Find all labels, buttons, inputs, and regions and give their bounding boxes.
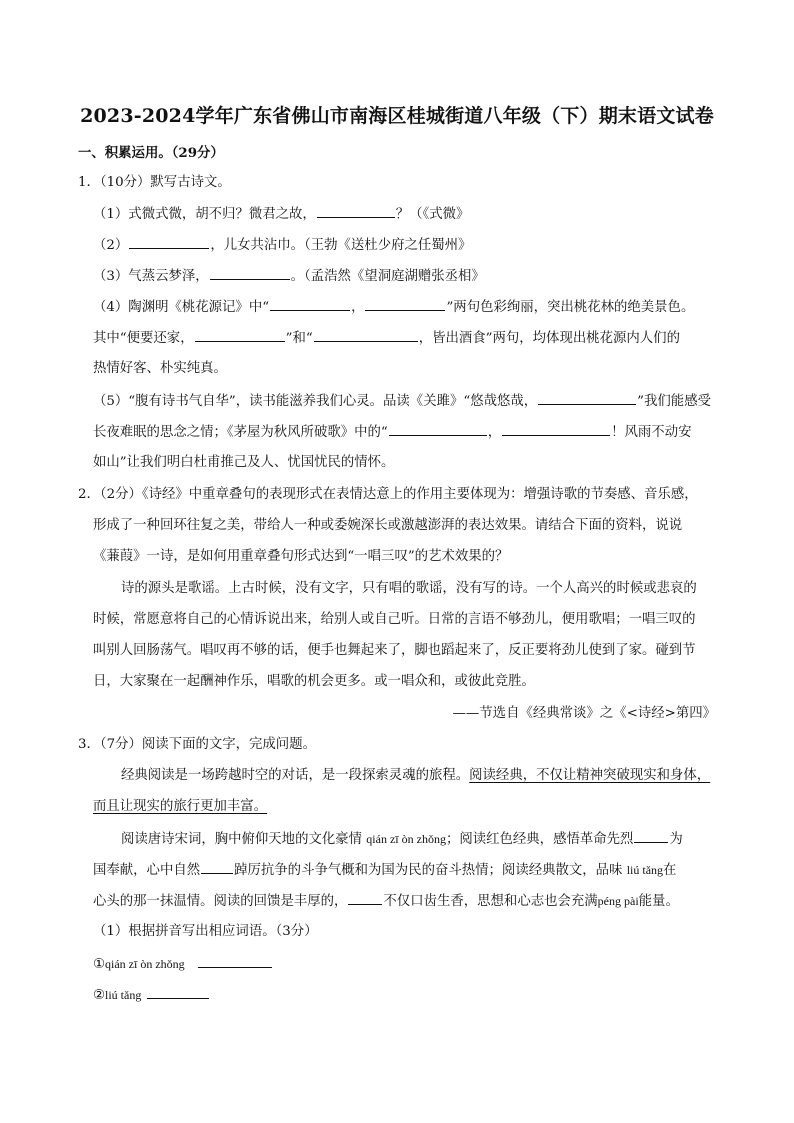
pinyin: liú tǎng [626, 863, 664, 877]
q1-line-9: 如山”让我们明白杜甫推己及人、忧国忧民的情怀。 [93, 455, 395, 470]
answer-blank[interactable] [317, 203, 395, 218]
q1-line-3: （3）气蒸云梦泽， 。（孟浩然《望洞庭湖赠张丞相》 [93, 265, 485, 288]
q3-passage-line: 经典阅读是一场跨越时空的对话，是一段探索灵魂的旅程。阅读经典，不仅让精神突破现实和身体， [121, 768, 711, 783]
q3-passage-line: 国奉献，心中自然 踔厉抗争的斗争气概和为国为民的奋斗热情；阅读经典散文，品味 liú tǎng在 [93, 859, 676, 882]
answer-blank[interactable] [195, 327, 285, 342]
question-1-stem: 1．（10分）默写古诗文。 [78, 175, 231, 190]
underlined-sentence: 阅读经典，不仅让精神突破现实和身体， [469, 768, 711, 783]
answer-blank[interactable] [634, 828, 668, 843]
pinyin: liú tǎng [105, 988, 142, 1002]
question-2-stem-3: 《蒹葭》一诗，是如何用重章叠句形式达到“一唱三叹”的艺术效果的？ [93, 549, 509, 564]
passage-line: 叫别人回肠荡气。唱叹再不够的话，便手也舞起来了，脚也蹈起来了，反正要将劲儿使到了家。碰到节 [93, 643, 696, 658]
passage-source: ——节选自《经典常谈》之《<诗经>第四》 [452, 706, 716, 721]
pinyin: qián zī òn zhǒng [105, 957, 185, 971]
circled-number: ② [93, 988, 106, 1003]
pinyin: péng pài [597, 894, 639, 908]
answer-blank[interactable] [129, 234, 209, 249]
answer-row-1 [93, 953, 273, 976]
answer-blank[interactable] [502, 421, 610, 436]
passage-line: 诗的源头是歌谣。上古时候，没有文字，只有唱的歌谣，没有写的诗。一个人高兴的时候或悲哀的 [121, 581, 697, 596]
answer-blank[interactable] [210, 265, 290, 280]
answer-blank[interactable] [314, 327, 418, 342]
passage-line: 时候，常愿意将自己的心情诉说出来，给别人或自己听。日常的言语不够劲儿，便用歌唱；一唱三叹的 [93, 612, 696, 627]
passage-line: 日，大家聚在一起酬神作乐，唱歌的机会更多。或一唱众和，或彼此竞胜。 [93, 674, 535, 689]
answer-blank[interactable] [348, 890, 382, 905]
q1-line-4: （4）陶渊明《桃花源记》中“ ， ”两句色彩绚丽，突出桃花林的绝美景色。 [93, 296, 694, 319]
sub-question-1: （1）根据拼音写出相应词语。（3分） [93, 924, 318, 939]
answer-blank[interactable] [538, 390, 636, 405]
pinyin: qián zī òn zhǒng [366, 832, 446, 846]
underlined-sentence: 而且让现实的旅行更加丰富。 [93, 799, 268, 814]
answer-blank[interactable] [198, 953, 272, 968]
circled-number: ① [93, 957, 106, 972]
q1-line-8: 长夜难眠的思念之情；《茅屋为秋风所破歌》中的“ ， ！风雨不动安 [93, 421, 691, 444]
q1-line-1: （1）式微式微，胡不归？微君之故， ？（《式微》 [93, 203, 469, 226]
answer-row-2 [93, 984, 210, 1007]
section-heading: 一、积累运用。（29分） [78, 145, 224, 161]
question-2-stem-2: 形成了一种回环往复之美，带给人一种或委婉深长或激越澎湃的表达效果。请结合下面的资料，说说 [93, 518, 683, 533]
q1-line-2: （2） ，儿女共沾巾。（王勃《送杜少府之任蜀州》 [93, 234, 471, 257]
answer-blank[interactable] [201, 859, 233, 874]
q1-line-7: （5）“腹有诗书气自华”，读书能滋养我们心灵。品读《关雎》“悠哉悠哉， ”我们能感受 [93, 390, 711, 413]
answer-blank[interactable] [365, 296, 445, 311]
q1-line-5: 其中“便要还家， ”和“ ，皆出酒食”两句，均体现出桃花源内人们的 [93, 327, 680, 350]
q3-passage-line: 心头的那一抹温情。阅读的回馈是丰厚的， 不仅口齿生香，思想和心志也会充满péng pài能量。 [93, 890, 679, 913]
answer-blank[interactable] [147, 984, 209, 999]
q1-line-6: 热情好客、朴实纯真。 [93, 361, 227, 376]
question-3-stem: 3．（7分）阅读下面的文字，完成问题。 [78, 737, 316, 752]
answer-blank[interactable] [389, 421, 487, 436]
question-2-stem-1: 2．（2分）《诗经》中重章叠句的表现形式在表情达意上的作用主要体现为：增强诗歌的节奏感、音乐感， [78, 487, 698, 502]
q3-passage-line: 阅读唐诗宋词，胸中俯仰天地的文化豪情 qián zī òn zhǒng；阅读红色经典，感悟革命先烈 为 [121, 828, 683, 851]
page-title: 2023-2024学年广东省佛山市南海区桂城街道八年级（下）期末语文试卷 [80, 105, 714, 127]
q3-passage-line [93, 796, 267, 818]
answer-blank[interactable] [270, 296, 350, 311]
